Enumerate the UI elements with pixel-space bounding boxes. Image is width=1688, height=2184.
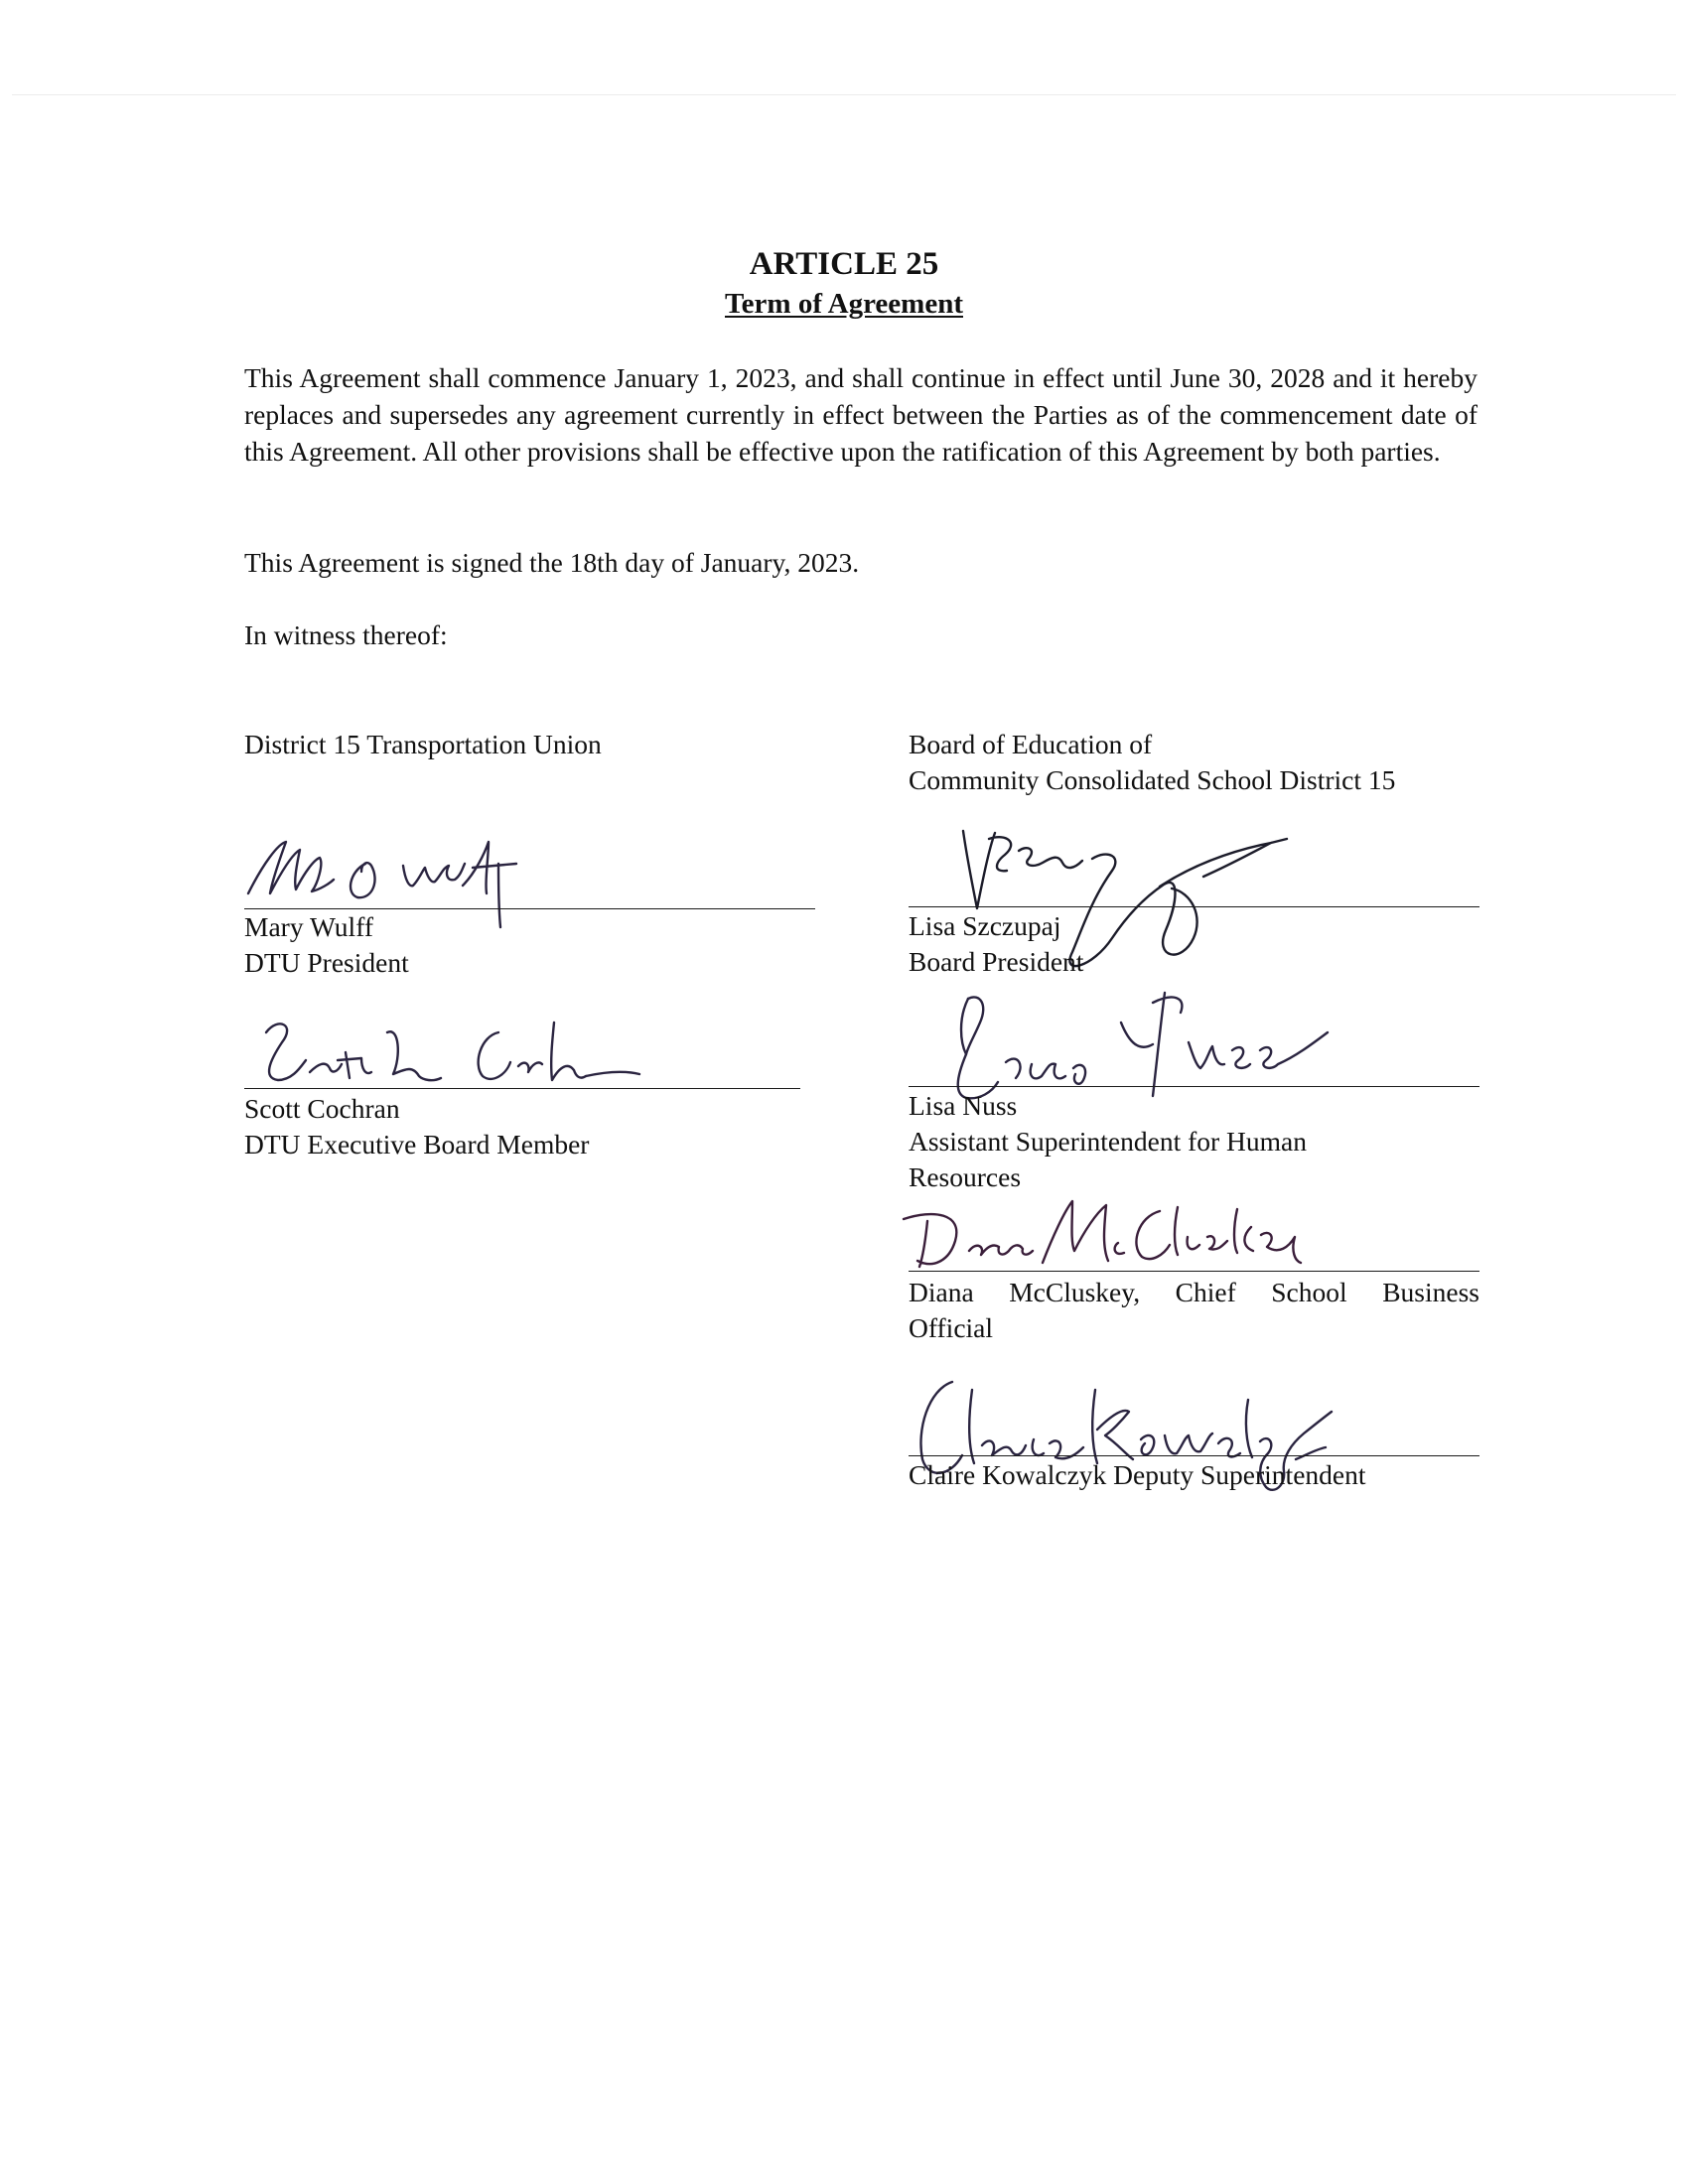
article-title-text: Term of Agreement [725, 288, 963, 320]
signature-stroke [1160, 839, 1287, 887]
signature-stroke [463, 842, 516, 927]
signature-stroke [963, 831, 1011, 908]
board-name-line2: Community Consolidated School District 15 [909, 764, 1396, 795]
signature-stroke [479, 1023, 586, 1080]
signatory-mary-wulff [244, 909, 409, 981]
signatory-name-title: Claire Kowalczyk Deputy Superintendent [909, 1459, 1366, 1490]
board-party-name [909, 727, 1484, 798]
witness-statement: In witness thereof: [244, 619, 448, 650]
board-name-line1: Board of Education of [909, 729, 1153, 759]
signature-stroke [403, 864, 465, 886]
scan-edge [12, 94, 1676, 95]
signature-line-claire-kowalczyk [909, 1455, 1479, 1456]
name-title-word: Chief [1175, 1277, 1236, 1307]
signature-stroke [1043, 1201, 1124, 1263]
signatory-name: Lisa Nuss [909, 1090, 1018, 1121]
signature-stroke [1141, 1400, 1252, 1457]
signatory-name-title-line2: Official [909, 1312, 994, 1343]
signature-stroke [1121, 993, 1182, 1096]
signatory-name: Lisa Szczupaj [909, 910, 1061, 941]
signatory-title: DTU Executive Board Member [244, 1129, 590, 1160]
signature-line-lisa-szczupaj [909, 906, 1479, 907]
term-paragraph: This Agreement shall commence January 1, 2023, and shall continue in effect until June 30, 2028 and it hereby replaces and supersedes any agreement currently in effect between the Parties as of the commencement date of this Agreement. All other provisions shall be effective upon the ratification of this Agreement by both parties. [244, 362, 1477, 467]
signature-stroke [969, 1245, 1033, 1255]
signature-scott-cochran [238, 1003, 655, 1102]
signatory-claire-kowalczyk [909, 1457, 1366, 1493]
signature-line-lisa-nuss [909, 1086, 1479, 1087]
signature-stroke [1069, 855, 1196, 967]
signature-stroke [966, 997, 983, 1054]
signature-stroke [1019, 848, 1082, 868]
signature-stroke [1189, 1032, 1328, 1068]
signatory-title: DTU President [244, 947, 409, 978]
name-title-word: McCluskey, [1009, 1277, 1141, 1307]
union-party-name: District 15 Transportation Union [244, 729, 602, 759]
signature-stroke [387, 1031, 441, 1080]
signed-date-statement: This Agreement is signed the 18th day of January, 2023. [244, 547, 860, 578]
signature-stroke [266, 1024, 306, 1080]
signature-stroke [904, 1214, 956, 1267]
signature-stroke [586, 1072, 639, 1076]
signatory-title: Board President [909, 946, 1084, 977]
signatory-name-title-line1 [909, 1275, 1479, 1310]
signature-diana-mccluskey [894, 1191, 1331, 1281]
article-title [0, 288, 1688, 321]
signatory-scott-cochran [244, 1091, 589, 1162]
name-title-word: Business [1382, 1277, 1479, 1307]
name-title-word: School [1271, 1277, 1347, 1307]
signatory-lisa-nuss [909, 1088, 1307, 1195]
signature-stroke [351, 863, 375, 897]
signatory-title-line2: Resources [909, 1161, 1022, 1192]
article-number: ARTICLE 25 [749, 246, 939, 282]
signatory-name: Scott Cochran [244, 1093, 400, 1124]
signature-stroke [969, 1390, 1083, 1463]
signature-line-diana-mccluskey [909, 1271, 1479, 1272]
signature-stroke [1006, 1059, 1085, 1084]
signatory-lisa-szczupaj [909, 908, 1083, 980]
signatory-title-line1: Assistant Superintendent for Human [909, 1126, 1307, 1157]
name-title-word: Diana [909, 1277, 974, 1307]
signatory-name: Mary Wulff [244, 911, 374, 942]
signatory-diana-mccluskey [909, 1275, 1479, 1346]
signature-stroke [1136, 1207, 1301, 1263]
signature-stroke [310, 1052, 371, 1078]
signature-stroke [248, 842, 334, 893]
signature-stroke [1092, 1390, 1133, 1463]
signature-line-scott-cochran [244, 1088, 800, 1089]
signature-stroke [958, 999, 998, 1098]
